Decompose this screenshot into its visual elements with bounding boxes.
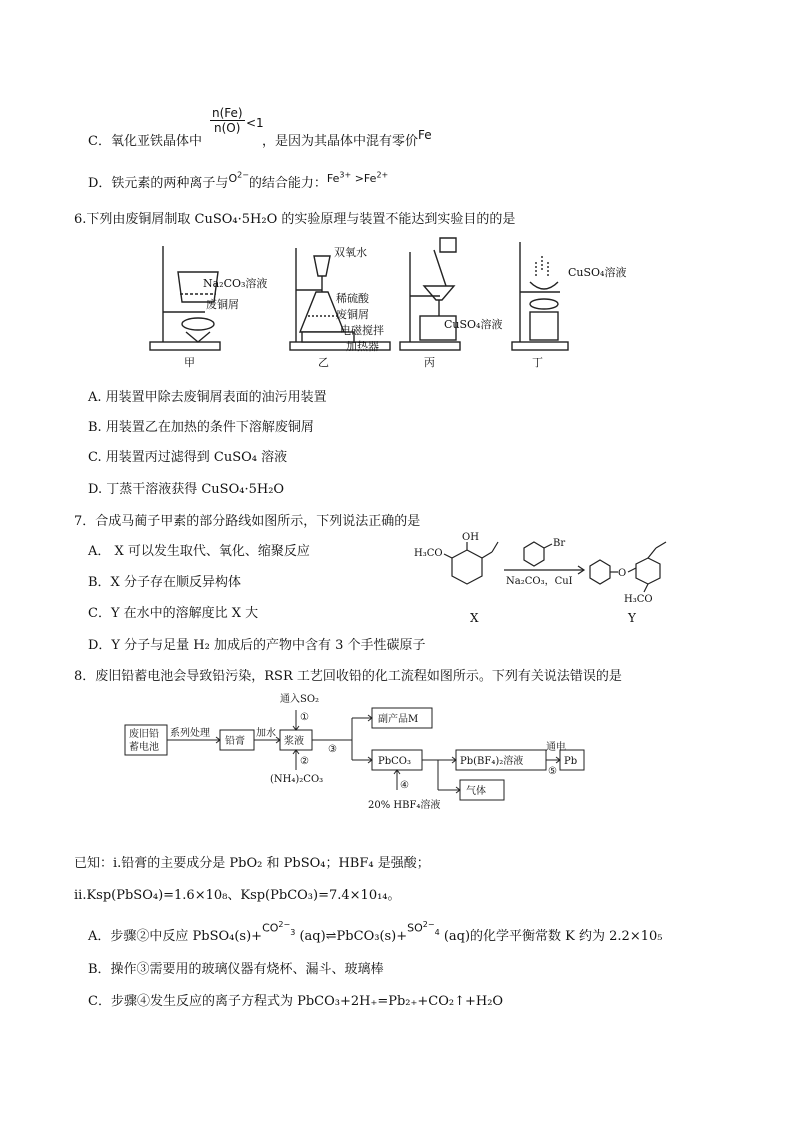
- flow-pbbf4: Pb(BF₄)₂溶液: [460, 756, 524, 767]
- flow-battery-line1: 废旧铅: [129, 729, 159, 740]
- q8-option-c: C．步骤④发生反应的离子方程式为 PbCO₃+2H₊=Pb₂₊+CO₂↑+H₂O: [88, 994, 504, 1009]
- x-compound-label: X: [470, 611, 479, 625]
- q7-option-d: D．Y 分子与足量 H₂ 加成后的产物中含有 3 个手性碳原子: [88, 638, 426, 653]
- reagent-label: Na₂CO₃，CuI: [506, 576, 573, 587]
- q6-apparatus-figure: [0, 232, 794, 382]
- label-heater: 加热器: [346, 340, 379, 353]
- q6-stem: 6.下列由废铜屑制取 CuSO₄·5H₂O 的实验原理与装置不能达到实验目的的是: [74, 212, 516, 227]
- q8-known-2: ii.Ksp(PbSO₄)=1.6×10₈、Ksp(PbCO₃)=7.4×10₁₄。: [74, 888, 401, 903]
- oxide-ion: O: [228, 172, 238, 185]
- flow-step4: ④: [400, 780, 409, 791]
- q5-fraction: [210, 106, 245, 135]
- x-methoxy-label: H₃CO: [414, 548, 443, 559]
- flow-ammonium-carbonate: (NH₄)₂CO₃: [270, 774, 324, 785]
- flow-pbco3: PbCO₃: [378, 756, 411, 767]
- q7-reaction-scheme: [412, 530, 742, 630]
- q7-option-b: B．X 分子存在顺反异构体: [88, 575, 241, 590]
- label-jia: 甲: [184, 356, 195, 369]
- flow-step5: ⑤: [548, 766, 557, 777]
- flow-slurry: 浆液: [284, 736, 304, 747]
- flow-so2: 通入SO₂: [280, 694, 320, 705]
- q8-option-a: A．步骤②中反应 $PbSO_4(s)+CO^{2-}_3$ $(aq)\rightleftharpoons PbCO_3(s)+SO^{2-}_4$ (aq)的化学平衡常数 K 约为 2.2×10₅: [88, 920, 663, 944]
- label-yi: 乙: [318, 356, 329, 369]
- fe-symbol: Fe: [418, 128, 432, 142]
- fraction-numerator: n(Fe): [212, 106, 243, 120]
- label-cuso4-solution: CuSO₄溶液: [568, 266, 627, 279]
- q8-known-1: 已知：i.铅膏的主要成分是 PbO₂ 和 PbSO₄；HBF₄ 是强酸；: [74, 856, 430, 871]
- flow-hbf4: 20% HBF₄溶液: [368, 800, 441, 810]
- flow-series-treatment: 系列处理: [170, 728, 210, 739]
- q7-option-c: C．Y 在水中的溶解度比 X 大: [88, 606, 259, 621]
- label-waste-copper-2: 废铜屑: [336, 308, 369, 321]
- carbonate-ion: CO: [262, 922, 279, 935]
- flow-step2: ②: [300, 756, 309, 767]
- label-na2co3: Na₂CO₃溶液: [203, 277, 268, 290]
- q6-option-c: C. 用装置丙过滤得到 CuSO₄ 溶液: [88, 450, 288, 465]
- x-hydroxyl-label: OH: [462, 532, 479, 543]
- label-cuso4-filtrate: CuSO₄溶液: [444, 318, 503, 331]
- flow-pb: Pb: [564, 756, 578, 767]
- q6-option-b: B. 用装置乙在加热的条件下溶解废铜屑: [88, 420, 314, 435]
- flow-gas: 气体: [466, 786, 486, 797]
- q5-option-c: C．氧化亚铁晶体中: [88, 134, 202, 149]
- flow-step1: ①: [300, 712, 309, 723]
- flow-byproduct: 副产品M: [378, 714, 419, 725]
- label-h2o2: 双氧水: [334, 246, 367, 259]
- q7-option-a: A． X 可以发生取代、氧化、缩聚反应: [88, 544, 310, 559]
- q8-option-b: B．操作③需要用的玻璃仪器有烧杯、漏斗、玻璃棒: [88, 962, 384, 977]
- q5-option-c-suffix: ，是因为其晶体中混有零价Fe: [262, 128, 432, 149]
- q6-option-a: A. 用装置甲除去废铜屑表面的油污用装置: [88, 390, 327, 405]
- bromo-label: Br: [553, 538, 566, 549]
- q7-stem: 7．合成马蔺子甲素的部分路线如图所示，下列说法正确的是: [74, 514, 421, 529]
- label-dilute-h2so4: 稀硫酸: [336, 292, 369, 305]
- q6-option-d: D. 丁蒸干溶液获得 CuSO₄·5H₂O: [88, 482, 285, 497]
- fraction-denominator: n(O): [214, 121, 241, 135]
- q8-flowchart: [120, 690, 660, 810]
- sulfate-ion: SO: [407, 922, 423, 935]
- y-methoxy-label: H₃CO: [624, 594, 653, 605]
- q5-option-d: D．铁元素的两种离子与$^{O^{2-}}$的结合能力：$^{Fe^{3+} >Fe^{2+}}$: [88, 170, 389, 191]
- label-ding: 丁: [532, 356, 543, 369]
- q8-stem: 8．废旧铅蓄电池会导致铅污染，RSR 工艺回收铅的化工流程如图所示。下列有关说法错误的是: [74, 669, 622, 684]
- label-bing: 丙: [424, 356, 435, 369]
- ether-oxygen-label: O: [618, 568, 627, 579]
- flow-step3: ③: [328, 744, 337, 755]
- label-waste-copper: 废铜屑: [206, 298, 239, 311]
- flow-lead-paste: 铅膏: [225, 736, 245, 747]
- flow-battery-line2: 蓄电池: [129, 742, 159, 753]
- flow-add-water: 加水: [256, 728, 276, 739]
- fraction-relation: <1: [246, 116, 264, 130]
- flow-electrolysis: 通电: [546, 742, 566, 753]
- label-magnetic-stir: 电磁搅拌: [340, 324, 384, 337]
- y-compound-label: Y: [628, 611, 636, 625]
